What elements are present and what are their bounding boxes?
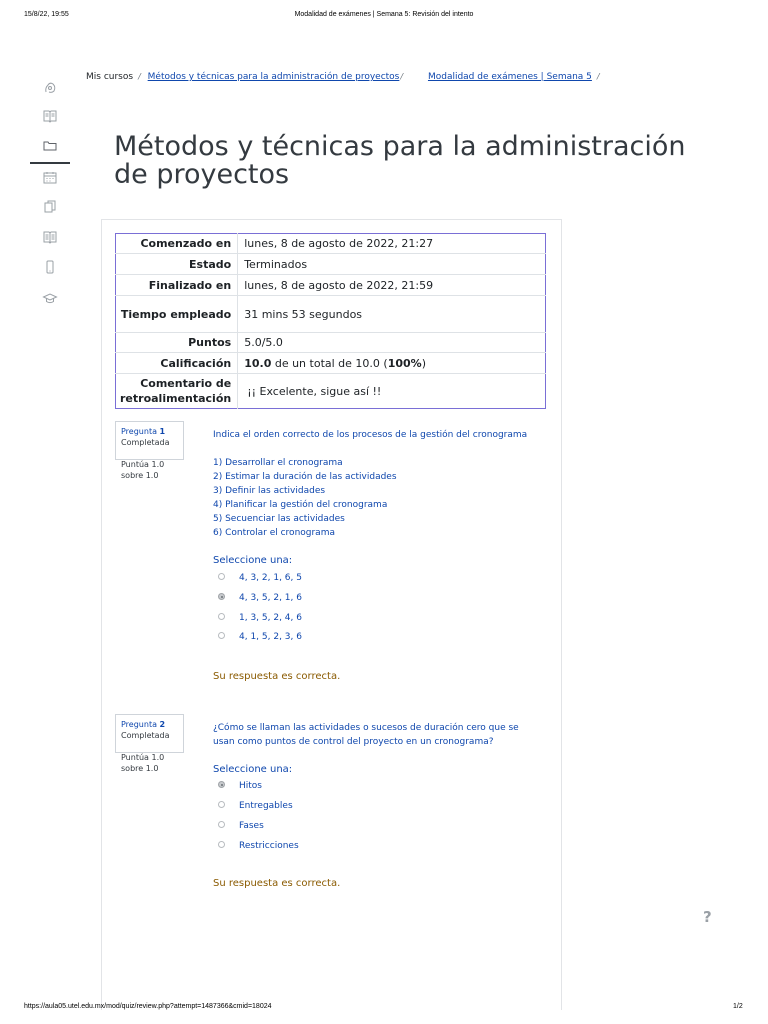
summary-value	[238, 353, 546, 374]
breadcrumb-separator: /	[138, 72, 141, 81]
print-url: https://aula05.utel.edu.mx/mod/quiz/review.php?attempt=1487366&cmid=18024	[24, 1003, 272, 1010]
summary-row-feedback	[116, 374, 546, 409]
breadcrumb-home[interactable]: Mis cursos	[86, 72, 134, 82]
summary-row-points	[116, 333, 546, 353]
summary-value: ¡¡ Excelente, sigue así !!	[247, 384, 382, 398]
question-number: 1	[159, 427, 166, 436]
option-label: 4, 1, 5, 2, 3, 6	[239, 632, 302, 642]
question-prefix: Pregunta	[121, 427, 157, 436]
radio-button[interactable]	[218, 632, 225, 639]
question-info-2	[115, 714, 184, 753]
answer-option[interactable]	[218, 801, 293, 813]
list-item: 1) Desarrollar el cronograma	[213, 458, 343, 468]
mobile-icon[interactable]	[42, 259, 58, 275]
list-item: 3) Definir las actividades	[213, 486, 326, 496]
book-icon[interactable]	[42, 108, 58, 124]
summary-value: 31 mins 53 segundos	[244, 307, 363, 321]
breadcrumb-section[interactable]: Modalidad de exámenes | Semana 5	[427, 72, 592, 82]
answer-option[interactable]	[218, 573, 302, 585]
grade-total: de un total de 10.0 (	[271, 356, 388, 370]
summary-label: Estado	[116, 254, 238, 275]
active-indicator	[30, 162, 70, 164]
question-feedback: Su respuesta es correcta.	[213, 671, 341, 682]
files-icon[interactable]	[42, 199, 58, 215]
grade-percent: 100%	[387, 356, 422, 370]
breadcrumb	[86, 72, 604, 82]
question-prefix: Pregunta	[121, 720, 157, 729]
radio-button[interactable]	[218, 573, 225, 580]
option-label: Hitos	[239, 781, 262, 791]
option-label: 4, 3, 2, 1, 6, 5	[239, 573, 302, 583]
print-page-number: 1/2	[733, 1003, 743, 1010]
radio-button[interactable]	[218, 801, 225, 808]
radio-button[interactable]	[218, 821, 225, 828]
option-label: 1, 3, 5, 2, 4, 6	[239, 613, 302, 623]
question-state: Completada	[121, 438, 170, 447]
folder-icon[interactable]	[42, 138, 58, 154]
answer-option[interactable]	[218, 821, 264, 833]
grade-close: )	[421, 356, 426, 370]
help-button[interactable]: ?	[703, 908, 712, 926]
book-open-icon[interactable]	[42, 229, 58, 245]
breadcrumb-separator: /	[400, 72, 404, 81]
summary-label: Finalizado en	[116, 275, 238, 296]
summary-row-started	[116, 234, 546, 254]
list-item: 4) Planificar la gestión del cronograma	[213, 500, 388, 510]
question-2-text: ¿Cómo se llaman las actividades o sucesos de duración cero que se usan como puntos de control del proyecto en un cronograma?	[213, 723, 519, 747]
radio-button[interactable]	[218, 613, 225, 620]
summary-value: lunes, 8 de agosto de 2022, 21:27	[244, 237, 434, 250]
summary-label: Calificación	[116, 353, 238, 374]
answer-option[interactable]	[218, 781, 262, 793]
question-feedback: Su respuesta es correcta.	[213, 878, 341, 889]
question-mark: Puntúa 1.0 sobre 1.0	[121, 753, 165, 773]
page-title: Métodos y técnicas para la administración de proyectos	[114, 131, 686, 190]
select-prompt: Seleccione una:	[213, 764, 293, 775]
summary-value: lunes, 8 de agosto de 2022, 21:59	[244, 278, 434, 292]
summary-value: Terminados	[244, 257, 308, 271]
answer-option[interactable]	[218, 841, 299, 853]
answer-option[interactable]	[218, 613, 302, 625]
question-1-text: Indica el orden correcto de los procesos de la gestión del cronograma	[213, 430, 528, 440]
summary-label: Puntos	[116, 333, 238, 353]
option-label: 4, 3, 5, 2, 1, 6	[239, 593, 302, 603]
option-label: Restricciones	[239, 841, 299, 851]
list-item: 5) Secuenciar las actividades	[213, 514, 345, 524]
question-info-1	[115, 421, 184, 460]
list-item: 6) Controlar el cronograma	[213, 528, 335, 538]
radio-button-selected[interactable]	[218, 781, 225, 788]
option-label: Entregables	[239, 801, 293, 811]
select-prompt: Seleccione una:	[213, 555, 293, 566]
answer-option[interactable]	[218, 593, 302, 605]
breadcrumb-course[interactable]: Métodos y técnicas para la administración de proyectos	[147, 72, 400, 82]
radio-button[interactable]	[218, 841, 225, 848]
summary-row-grade	[116, 353, 546, 374]
print-datetime: 15/8/22, 19:55	[24, 11, 69, 18]
attempt-summary-table	[115, 233, 546, 409]
question-mark: Puntúa 1.0 sobre 1.0	[121, 460, 165, 480]
radio-button-selected[interactable]	[218, 593, 225, 600]
answer-option[interactable]	[218, 632, 302, 644]
summary-row-state	[116, 254, 546, 275]
question-state: Completada	[121, 731, 170, 740]
home-icon[interactable]	[42, 79, 58, 95]
summary-row-finished	[116, 275, 546, 296]
grade-score: 10.0	[244, 356, 272, 370]
graduation-cap-icon[interactable]	[42, 290, 58, 306]
print-page-title: Modalidad de exámenes | Semana 5: Revisión del intento	[294, 11, 474, 18]
summary-label: Comenzado en	[116, 234, 238, 254]
summary-label: Comentario de retroalimentación	[116, 374, 238, 409]
summary-label: Tiempo empleado	[116, 296, 238, 333]
question-number: 2	[159, 720, 166, 729]
breadcrumb-separator: /	[596, 72, 600, 81]
summary-row-time	[116, 296, 546, 333]
question-1-list	[213, 456, 543, 540]
calendar-icon[interactable]	[42, 170, 58, 186]
summary-value: 5.0/5.0	[244, 336, 283, 349]
list-item: 2) Estimar la duración de las actividades	[213, 472, 397, 482]
option-label: Fases	[239, 821, 264, 831]
